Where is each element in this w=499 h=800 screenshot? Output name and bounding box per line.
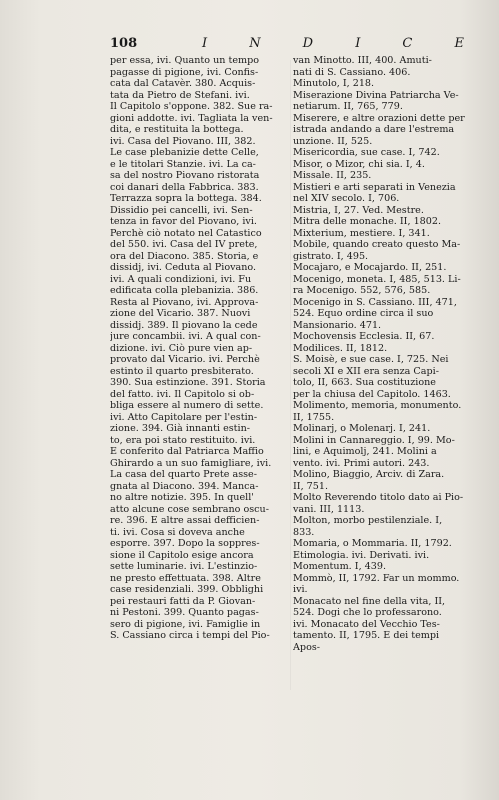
index-line: E conferito dal Patriarca Maffio <box>110 446 264 457</box>
index-line: Mistieri e arti separati in Venezia <box>293 181 456 193</box>
index-line: no altre notizie. 395. In quell' <box>110 492 254 503</box>
index-line: zione del Vicario. 387. Nuovi <box>110 308 251 319</box>
index-line: bliga essere al numero di sette. <box>110 400 264 411</box>
index-line: Miserere, e altre orazioni dette per <box>293 112 465 124</box>
index-line: ne presto effettuata. 398. Altre <box>110 572 261 584</box>
index-line: ora del Diacono. 385. Storia, e <box>110 250 259 262</box>
running-head-letter: I <box>355 36 361 51</box>
index-line: gioni addotte. ivi. Tagliata la ven- <box>110 112 273 124</box>
index-line: coi danari della Fabbrica. 383. <box>110 181 259 193</box>
index-line: Mobile, quando creato questo Ma- <box>293 239 461 250</box>
index-line: provato dal Vicario. ivi. Perchè <box>110 354 260 365</box>
index-line: Misericordia, sue case. I, 742. <box>293 147 440 158</box>
running-head-letter: E <box>454 36 464 51</box>
index-line: II, 1755. <box>293 411 335 423</box>
index-line: II, 751. <box>293 480 329 492</box>
index-line: Mistria, I, 27. Ved. Mestre. <box>293 204 424 216</box>
index-line: tolo, II, 663. Sua costituzione <box>293 377 436 388</box>
index-line: Miserazione Divina Patriarcha Ve- <box>293 89 459 101</box>
index-line: Perchè ciò notato nel Catastico <box>110 227 262 239</box>
index-line: zione. 394. Già innanti estin- <box>110 423 251 434</box>
index-line: sero di pigione, ivi. Famiglie in <box>110 618 261 630</box>
index-line: Le case plebanizie dette Celle, <box>110 147 259 158</box>
index-line: secoli XI e XII era senza Capi- <box>293 365 439 377</box>
running-head-letter: I <box>202 36 208 51</box>
index-line: re. 396. E altre assai defficien- <box>110 515 260 526</box>
index-line: esporre. 397. Dopo la soppres- <box>110 538 260 549</box>
running-head-letter: C <box>402 36 413 51</box>
index-line: ivi. Monacato del Vecchio Tes- <box>293 618 440 630</box>
index-line: tata da Pietro de Stefani. ivi. <box>110 89 250 101</box>
index-line: Misor, o Mizor, chi sia. I, 4. <box>293 158 425 170</box>
index-line: jure concambii. ivi. A qual con- <box>110 331 261 342</box>
index-line: Apos- <box>293 641 321 653</box>
index-line: ivi. <box>293 584 308 595</box>
index-line: netiarum. II, 765, 779. <box>293 101 403 112</box>
index-line: Resta al Piovano, ivi. Approva- <box>110 296 259 308</box>
column-gutter <box>290 60 291 690</box>
index-line: Monacato nel fine della vita, II, <box>293 595 446 607</box>
index-line: Mansionario. 471. <box>293 319 382 331</box>
index-line: unzione. II, 525. <box>293 135 373 147</box>
index-line: Etimologia. ivi. Derivati. ivi. <box>293 549 430 561</box>
index-line: Modilices. II, 1812. <box>293 342 388 354</box>
index-line: Molton, morbo pestilenziale. I, <box>293 515 443 526</box>
index-line: dita, e restituita la bottega. <box>110 124 244 135</box>
index-line: del 550. ivi. Casa del IV prete, <box>110 239 258 250</box>
index-line: 390. Sua estinzione. 391. Storia <box>110 377 266 388</box>
page-header <box>110 36 478 54</box>
index-line: cata dal Catavèr. 380. Acquis- <box>110 78 256 89</box>
index-line: sa del nostro Piovano ristorata <box>110 170 260 181</box>
index-column-right <box>293 55 479 705</box>
index-line: dizione. ivi. Ciò pure vien ap- <box>110 342 253 354</box>
index-line: vento. ivi. Primi autori. 243. <box>293 457 430 469</box>
index-line: del fatto. ivi. Il Capitolo si ob- <box>110 388 255 400</box>
index-line: La casa del quarto Prete asse- <box>110 469 257 480</box>
index-line: tamento. II, 1795. E dei tempi <box>293 630 440 641</box>
index-line: S. Moisè, e sue case. I, 725. Nei <box>293 354 449 365</box>
index-line: dissidj. 389. Il piovano la cede <box>110 319 258 331</box>
index-line: ni Pestoni. 399. Quanto pagas- <box>110 607 259 618</box>
index-line: ivi. Atto Capitolare per l'estin- <box>110 411 258 423</box>
index-line: sione il Capitolo esige ancora <box>110 549 254 561</box>
index-line: 833. <box>293 526 315 538</box>
index-line: tenza in favor del Piovano, ivi. <box>110 216 257 227</box>
index-line: nel XIV secolo. I, 706. <box>293 193 400 204</box>
index-line: nati di S. Cassiano. 406. <box>293 66 411 78</box>
index-line: Momentum. I, 439. <box>293 561 387 572</box>
index-line: van Minotto. III, 400. Amuti- <box>293 55 432 66</box>
index-line: Minutolo, I, 218. <box>293 78 375 89</box>
index-line: Mocenigo, moneta. I, 485, 513. Li- <box>293 273 461 285</box>
index-line: gistrato. I, 495. <box>293 250 369 262</box>
index-line: gnata al Diacono. 394. Manca- <box>110 480 259 492</box>
index-line: Mochovensis Ecclesia. II, 67. <box>293 331 435 342</box>
index-line: Dissidio pei cancelli, ivi. Sen- <box>110 204 253 216</box>
index-line: Molino, Biaggio, Arciv. di Zara. <box>293 469 445 480</box>
index-line: to, era poi stato restituito. ivi. <box>110 434 256 446</box>
running-head-letter: N <box>249 36 261 51</box>
index-line: per essa, ivi. Quanto un tempo <box>110 55 260 66</box>
index-line: ivi. A quali condizioni, ivi. Fu <box>110 273 252 285</box>
index-line: Mommò, II, 1792. Far un mommo. <box>293 572 460 584</box>
index-line: e le titolari Stanzie. ivi. La ca- <box>110 158 256 170</box>
index-line: sette luminarie. ivi. L'estinzio- <box>110 561 258 572</box>
index-line: 524. Equo ordine circa il suo <box>293 308 434 319</box>
index-line: Momaria, o Mommaria. II, 1792. <box>293 538 452 549</box>
index-line: edificata colla plebanizia. 386. <box>110 285 259 296</box>
index-line: S. Cassiano circa i tempi del Pio- <box>110 630 270 641</box>
index-line: Molto Reverendo titolo dato ai Pio- <box>293 492 464 503</box>
index-line: estinto il quarto presbiterato. <box>110 365 254 377</box>
index-line: Ghirardo a un suo famigliare, ivi. <box>110 457 272 469</box>
index-line: ra Mocenigo. 552, 576, 585. <box>293 285 431 296</box>
index-line: vani. III, 1113. <box>293 503 365 515</box>
index-line: dissidj, ivi. Ceduta al Piovano. <box>110 262 257 273</box>
index-line: Mocenigo in S. Cassiano. III, 471, <box>293 296 457 308</box>
index-line: Molini in Cannareggio. I, 99. Mo- <box>293 434 455 446</box>
index-column-left <box>110 55 288 705</box>
index-line: Mitra delle monache. II, 1802. <box>293 216 442 227</box>
index-line: pei restauri fatti da P. Giovan- <box>110 595 256 607</box>
index-line: per la chiusa del Capitolo. 1463. <box>293 388 451 400</box>
index-line: Missale. II, 235. <box>293 170 372 181</box>
index-line: atto alcune cose sembrano oscu- <box>110 503 269 515</box>
index-line: 524. Dogi che lo professarono. <box>293 607 442 618</box>
index-line: pagasse di pigione, ivi. Confis- <box>110 66 259 78</box>
index-line: Terrazza sopra la bottega. 384. <box>110 193 262 204</box>
index-line: Il Capitolo s'oppone. 382. Sue ra- <box>110 101 273 112</box>
index-line: istrada andando a dare l'estrema <box>293 124 455 135</box>
index-line: Molimento, memoria, monumento. <box>293 400 462 411</box>
running-head-letter: D <box>302 36 314 51</box>
index-line: lini, e Aquimolj, 241. Molini a <box>293 446 437 457</box>
index-line: case residenziali. 399. Obblighi <box>110 584 264 595</box>
index-line: Mocajaro, e Mocajardo. II, 251. <box>293 262 447 273</box>
page-number: 108 <box>110 36 138 51</box>
index-line: ivi. Casa del Piovano. III, 382. <box>110 135 256 147</box>
index-line: Molinarj, o Molenarj. I, 241. <box>293 423 431 434</box>
index-line: Mixterium, mestiere. I, 341. <box>293 227 430 239</box>
index-line: ti. ivi. Cosa si doveva anche <box>110 526 245 538</box>
running-head <box>202 36 464 51</box>
